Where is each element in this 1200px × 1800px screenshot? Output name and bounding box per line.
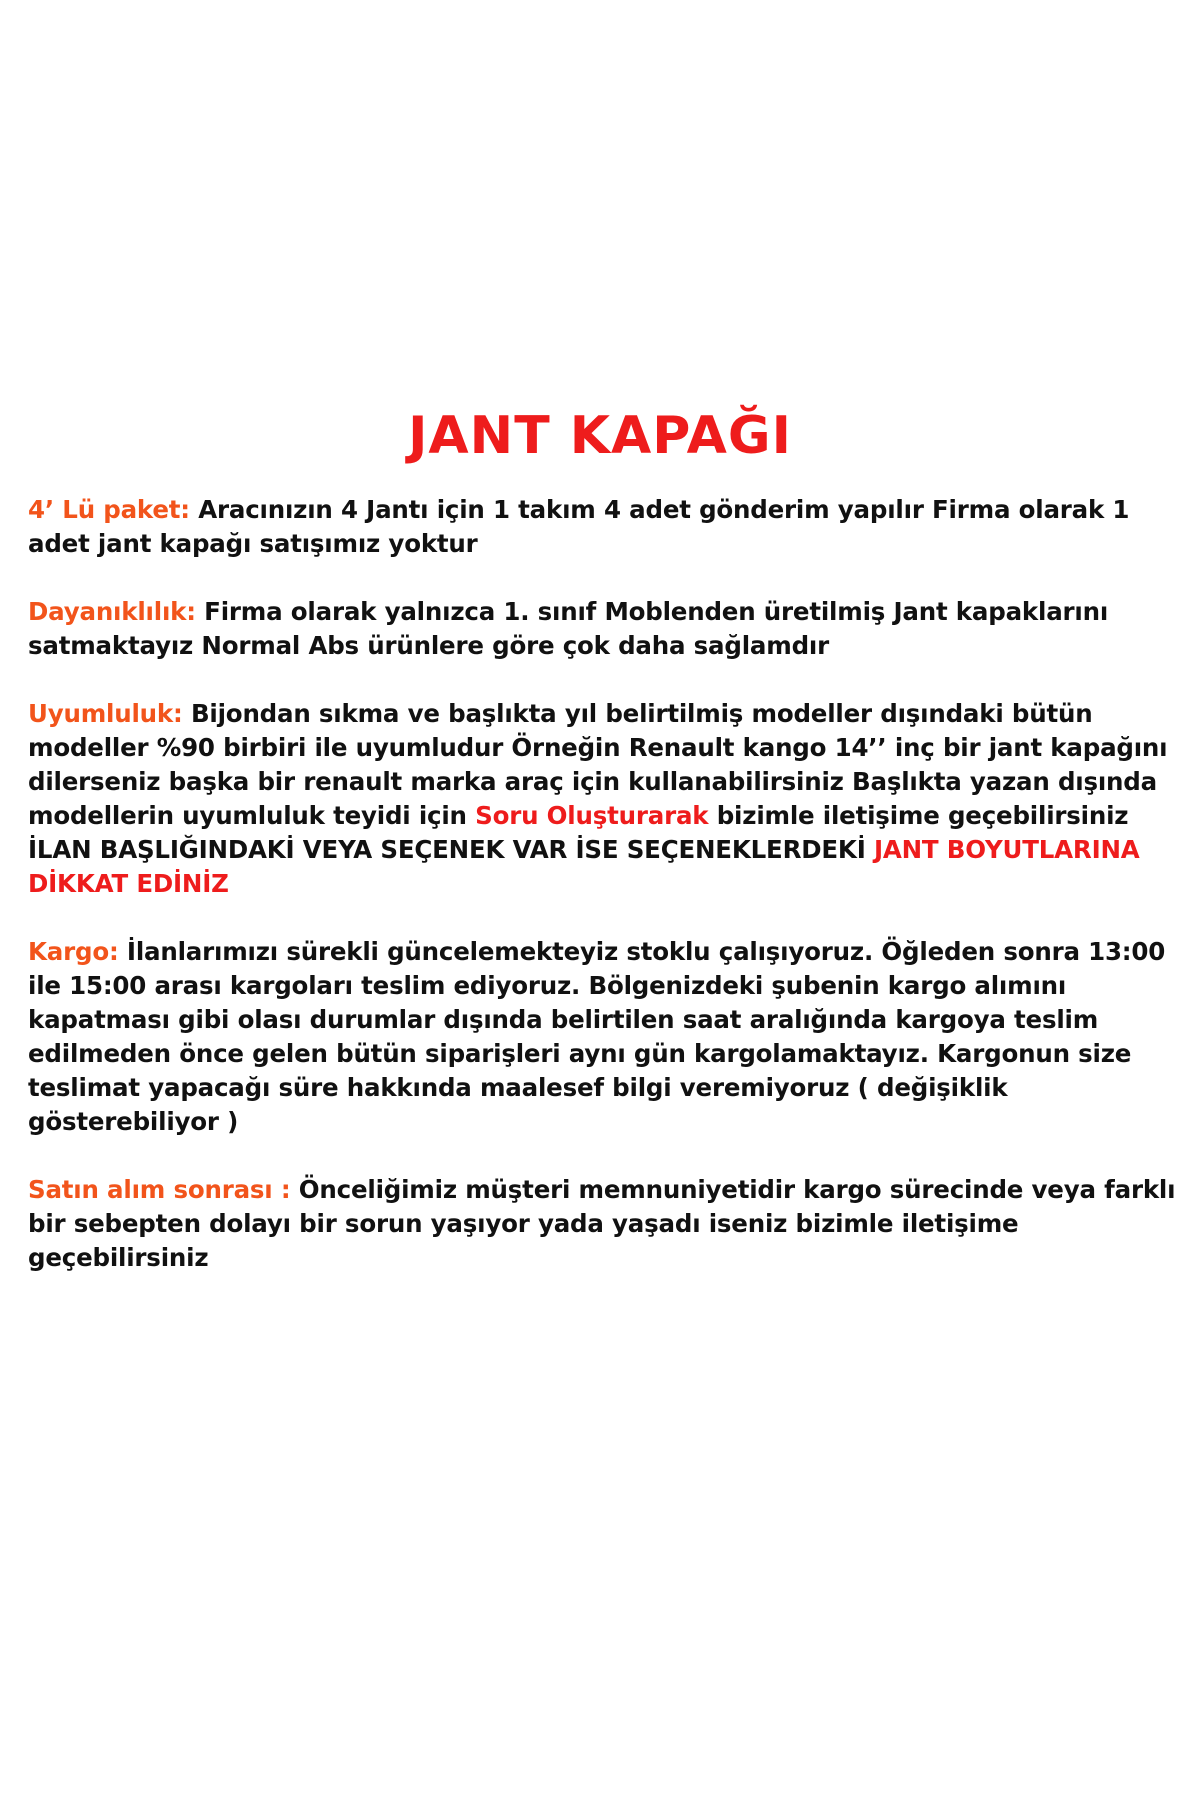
info-content (28, 493, 1178, 1309)
section-text-package: Aracınızın 4 Jantı için 1 takım 4 adet gönderim yapılır Firma olarak 1 adet jant kapağı satışımız yoktur (28, 495, 1130, 558)
section-text-compatibility-2: bizimle iletişime geçebilirsiniz İLAN BAŞLIĞINDAKİ VEYA SEÇENEK VAR İSE SEÇENEKLERDEKİ (28, 801, 1129, 864)
section-label-after-sales: Satın alım sonrası : (28, 1175, 291, 1204)
section-text-after-sales: Önceliğimiz müşteri memnuniyetidir kargo sürecinde veya farklı bir sebepten dolayı bir sorun yaşıyor yada yaşadı iseniz bizimle iletişime geçebilirsiniz (28, 1175, 1176, 1272)
section-durability (28, 595, 1178, 663)
section-text-durability: Firma olarak yalnızca 1. sınıf Moblenden üretilmiş Jant kapaklarını satmaktayız Normal Abs ürünlere göre çok daha sağlamdır (28, 597, 1109, 660)
highlight-rim-size-warning: JANT BOYUTLARINA DİKKAT EDİNİZ (28, 835, 1140, 898)
section-label-shipping: Kargo: (28, 937, 119, 966)
section-label-compatibility: Uyumluluk: (28, 699, 183, 728)
section-label-package: 4’ Lü paket: (28, 495, 190, 524)
section-text-shipping: İlanlarımızı sürekli güncelemekteyiz stoklu çalışıyoruz. Öğleden sonra 13:00 ile 15:00 arası kargoları teslim ediyoruz. Bölgenizdeki şubenin kargo alımını kapatması gibi olası durumlar dışında belirtilen saat aralığında kargoya teslim edilmeden önce gelen bütün siparişleri aynı gün kargolamaktayız. Kargonun size teslimat yapacağı süre hakkında maalesef bilgi veremiyoruz ( değişiklik gösterebiliyor ) (28, 937, 1166, 1136)
section-package (28, 493, 1178, 561)
section-after-sales (28, 1173, 1178, 1275)
page-title: JANT KAPAĞI (408, 406, 792, 466)
section-text-compatibility-1: Bijondan sıkma ve başlıkta yıl belirtilmiş modeller dışındaki bütün modeller %90 birbiri ile uyumludur Örneğin Renault kango 14’’ inç bir jant kapağını dilerseniz başka bir renault marka araç için kullanabilirsiniz Başlıkta yazan dışında modellerin uyumluluk teyidi için (28, 699, 1168, 830)
section-label-durability: Dayanıklılık: (28, 597, 196, 626)
highlight-ask-question: Soru Oluşturarak (475, 801, 709, 830)
section-compatibility (28, 697, 1178, 901)
section-shipping (28, 935, 1178, 1139)
